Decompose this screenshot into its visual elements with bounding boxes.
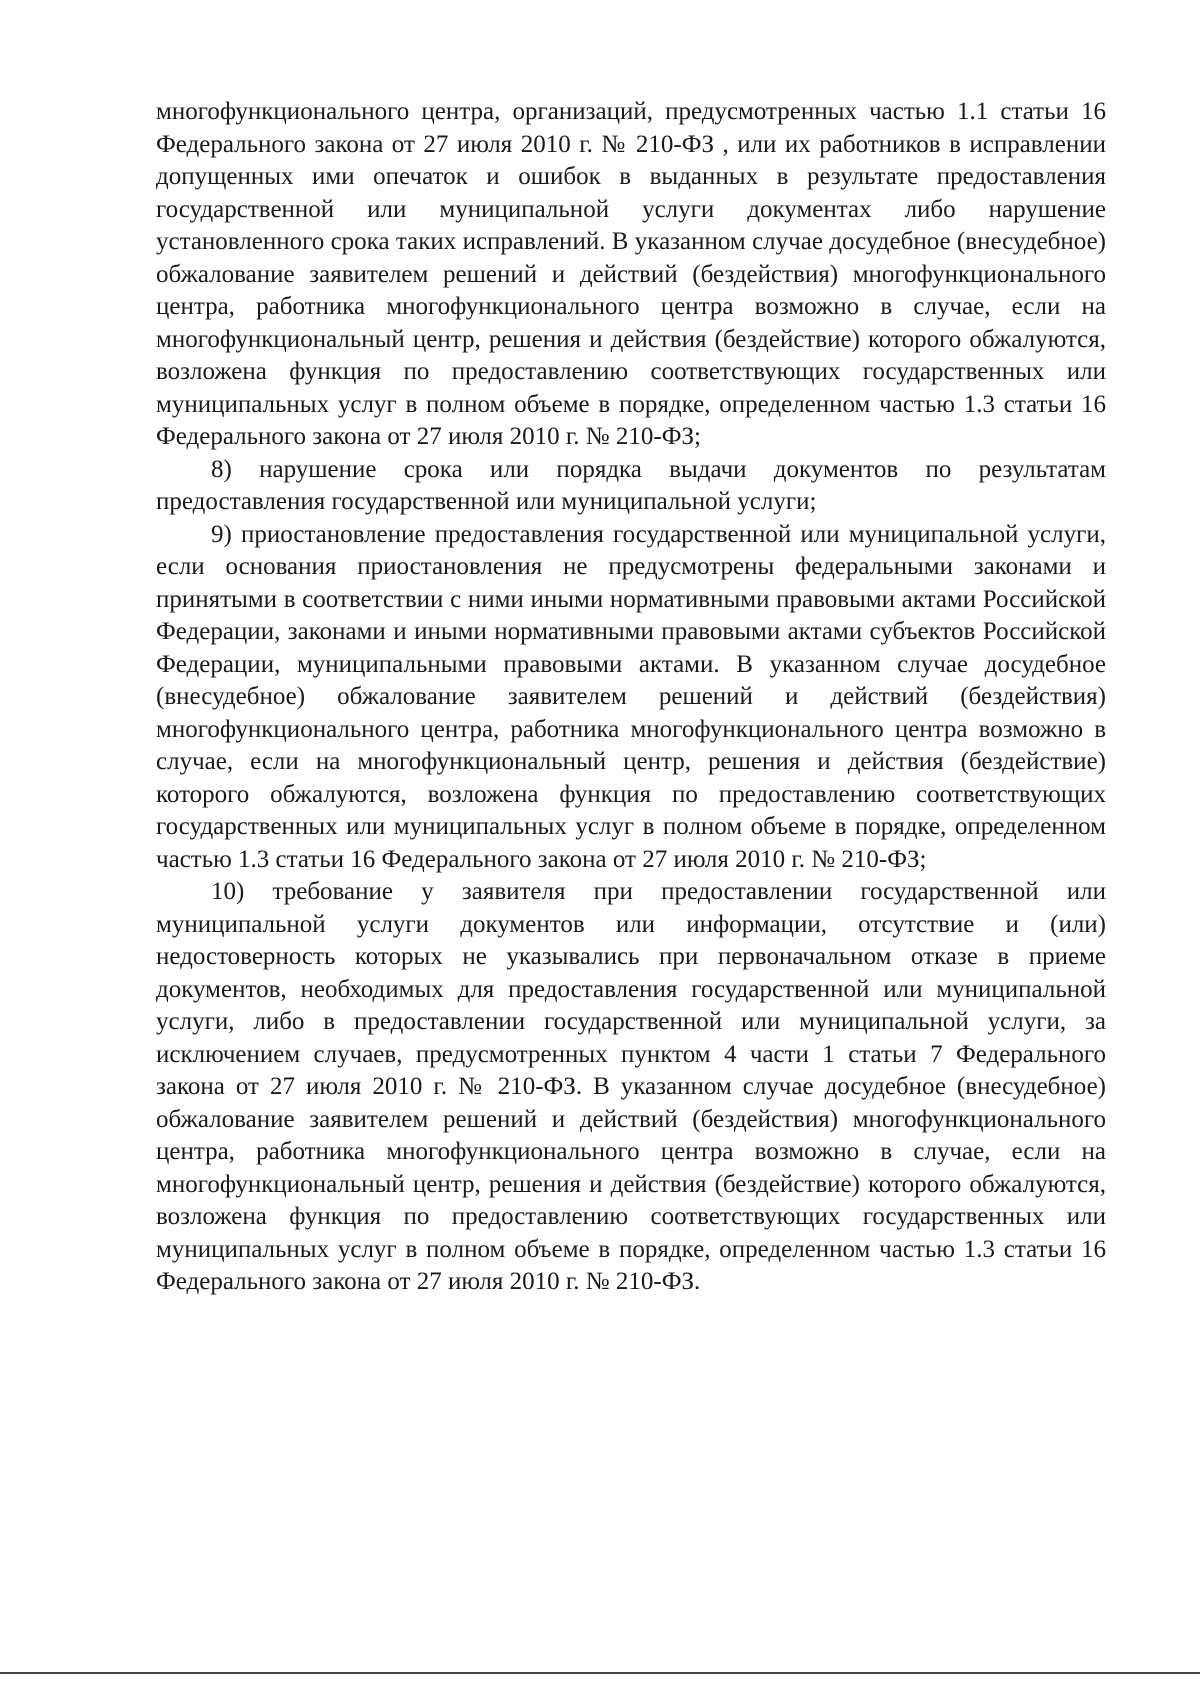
document-body (156, 96, 1106, 1299)
scan-bottom-edge (0, 1672, 1200, 1674)
paragraph-continuation: многофункционального центра, организаций, предусмотренных частью 1.1 статьи 16 Федерального закона от 27 июля 2010 г. № 210-ФЗ , или их работников в исправлении допущенных ими опечаток и ошибок в выданных в результате предоставления государственной или муниципальной услуги документах либо нарушение установленного срока таких исправлений. В указанном случае досудебное (внесудебное) обжалование заявителем решений и действий (бездействия) многофункционального центра, работника многофункционального центра возможно в случае, если на многофункциональный центр, решения и действия (бездействие) которого обжалуются, возложена функция по предоставлению соответствующих государственных или муниципальных услуг в полном объеме в порядке, определенном частью 1.3 статьи 16 Федерального закона от 27 июля 2010 г. № 210-ФЗ; (156, 98, 1106, 450)
paragraph-item-10: 10) требование у заявителя при предоставлении государственной или муниципальной услуги документов или информации, отсутствие и (или) недостоверность которых не указывались при первоначальном отказе в приеме документов, необходимых для предоставления государственной или муниципальной услуги, либо в предоставлении государственной или муниципальной услуги, за исключением случаев, предусмотренных пунктом 4 части 1 статьи 7 Федерального закона от 27 июля 2010 г. № 210-ФЗ. В указанном случае досудебное (внесудебное) обжалование заявителем решений и действий (бездействия) многофункционального центра, работника многофункционального центра возможно в случае, если на многофункциональный центр, решения и действия (бездействие) которого обжалуются, возложена функция по предоставлению соответствующих государственных или муниципальных услуг в полном объеме в порядке, определенном частью 1.3 статьи 16 Федерального закона от 27 июля 2010 г. № 210-ФЗ. (156, 878, 1106, 1295)
paragraph-item-8: 8) нарушение срока или порядка выдачи документов по результатам предоставления государственной или муниципальной услуги; (156, 455, 1106, 515)
paragraph-item-9: 9) приостановление предоставления государственной или муниципальной услуги, если основания приостановления не предусмотрены федеральными законами и принятыми в соответствии с ними иными нормативными правовыми актами Российской Федерации, законами и иными нормативными правовыми актами субъектов Российской Федерации, муниципальными правовыми актами. В указанном случае досудебное (внесудебное) обжалование заявителем решений и действий (бездействия) многофункционального центра, работника многофункционального центра возможно в случае, если на многофункциональный центр, решения и действия (бездействие) которого обжалуются, возложена функция по предоставлению соответствующих государственных или муниципальных услуг в полном объеме в порядке, определенном частью 1.3 статьи 16 Федерального закона от 27 июля 2010 г. № 210-ФЗ; (156, 520, 1106, 873)
